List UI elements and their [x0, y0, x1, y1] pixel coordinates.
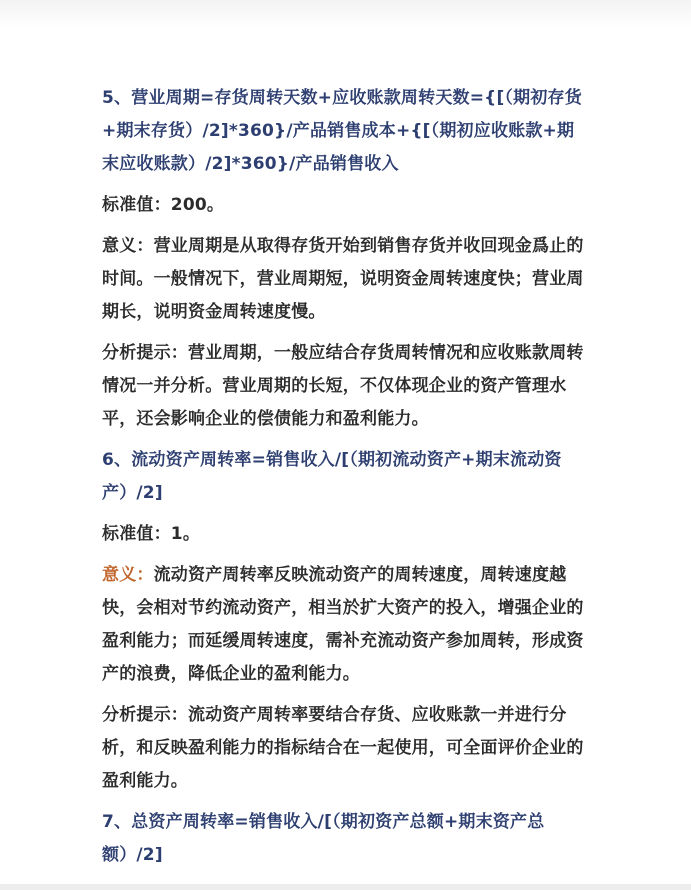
meaning-current-asset-turnover: [102, 559, 584, 691]
article-body: [102, 82, 584, 880]
top-shade: [0, 0, 691, 28]
bottom-bar: [0, 884, 691, 890]
analysis-tip-operating-cycle: 分析提示：营业周期，一般应结合存货周转情况和应收账款周转情况一并分析。营业周期的长短，不仅体现企业的资产管理水平，还会影响企业的偿债能力和盈利能力。: [102, 343, 584, 429]
standard-value-current-asset-turnover: 标准值：1。: [102, 524, 201, 544]
meaning-text: 流动资产周转率反映流动资产的周转速度，周转速度越快，会相对节约流动资产，相当於扩大资产的投入，增强企业的盈利能力；而延缓周转速度，需补充流动资产参加周转，形成资产的浪费，降低企业的盈利能力。: [102, 565, 584, 684]
standard-value-operating-cycle: 标准值：200。: [102, 195, 225, 215]
meaning-label: 意义：: [102, 565, 154, 585]
formula-current-asset-turnover: 6、流动资产周转率=销售收入/[（期初流动资产+期末流动资产）/2]: [102, 450, 562, 503]
meaning-operating-cycle: 意义：营业周期是从取得存货开始到销售存货并收回现金爲止的时间。一般情况下，营业周期短，说明资金周转速度快；营业周期长，说明资金周转速度慢。: [102, 236, 584, 322]
formula-operating-cycle: 5、营业周期=存货周转天数+应收账款周转天数={[（期初存货+期末存货）/2]*360}/产品销售成本+{[（期初应收账款+期末应收账款）/2]*360}/产品销售收入: [102, 88, 582, 174]
formula-total-asset-turnover: 7、总资产周转率=销售收入/[（期初资产总额+期末资产总额）/2]: [102, 812, 545, 865]
analysis-tip-current-asset-turnover: 分析提示：流动资产周转率要结合存货、应收账款一并进行分析，和反映盈利能力的指标结合在一起使用，可全面评价企业的盈利能力。: [102, 705, 584, 791]
